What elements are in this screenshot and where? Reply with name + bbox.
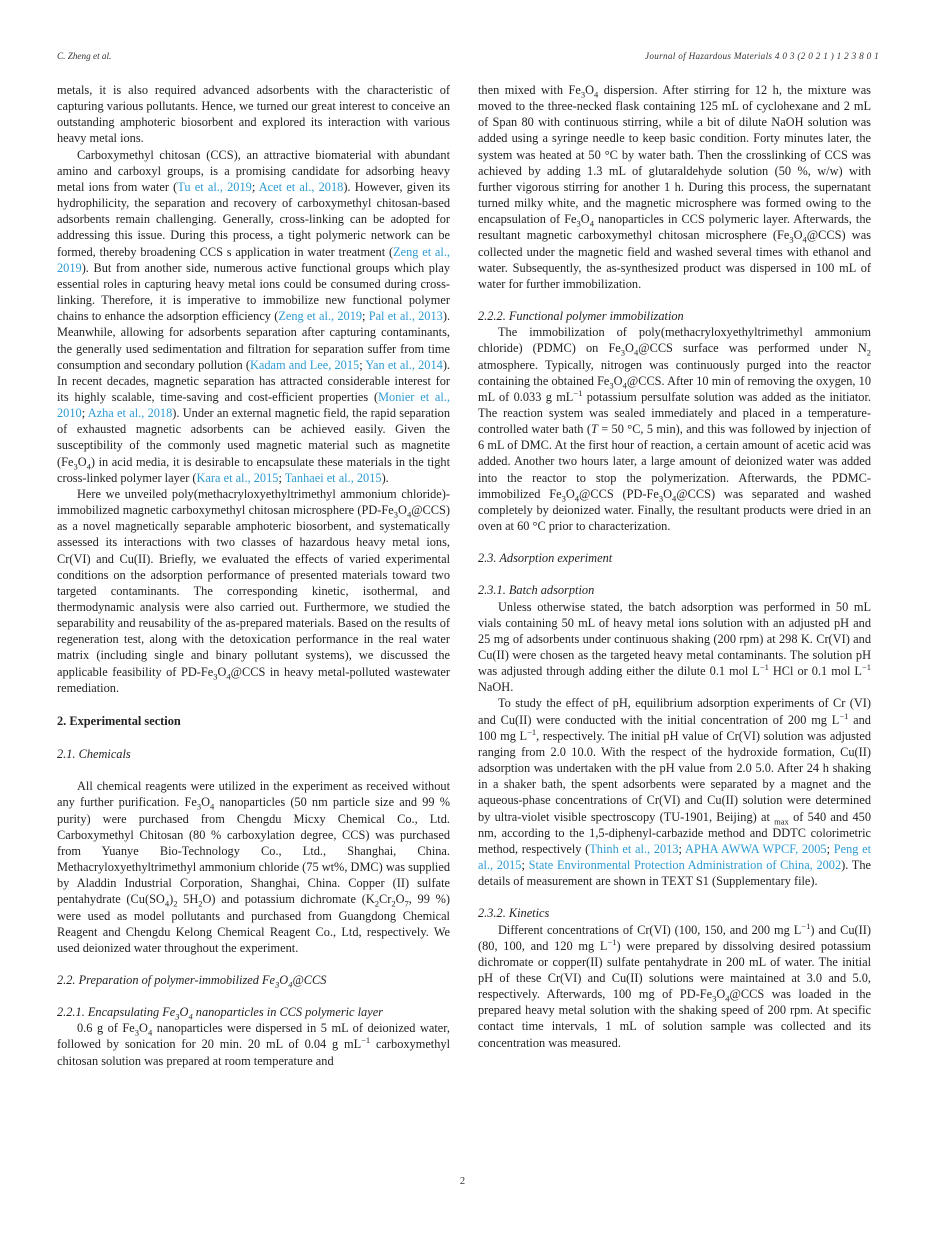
subscript: 3: [134, 1027, 140, 1038]
subscript: 3: [561, 493, 566, 504]
text: @CCS) as a novel magnetically separable amphoteric biosorbent, and systematically assessed its interactions with two classes of hazardous heavy metal ions, Cr(VI) and Cu(II). Briefly, we evaluated the effects of varied experimental conditions on the adsorption performance of presented materials toward two targeted contaminants. The corresponding kinetic, isothermal, and thermodynamic analysis were also carried out. Furthermore, we studied the separability and reusability of the as-prepared materials. Based on the results of regeneration test, along with the detoxication performance in the real water matrix (including single and binary pollutant systems), we discussed the applicable feasibility of PD-Fe: [57, 503, 450, 679]
text: The immobilization of poly(methacryloxyethyltrimethyl ammonium chloride) (PDMC) on Fe: [478, 325, 871, 356]
superscript: −1: [607, 936, 617, 947]
subsubsection-heading-functional-polymer: 2.2.2. Functional polymer immobilization: [478, 309, 684, 324]
paragraph-kinetics: [478, 922, 871, 1051]
text: O) and potassium dichromate (K: [202, 892, 375, 907]
running-header-authors: C. Zheng et al.: [57, 51, 112, 61]
text: @CCS) was collected under the magnetic field and washed several times with ethanol and water. Subsequently, the as-synthesized product was dispersed in 100 mL of water for further immobilization.: [478, 228, 872, 291]
text: of 540 and 450 nm, according to the 1,5-diphenyl-carbazide method and DDTC colorimetric method, respectively (: [478, 809, 871, 856]
subscript: 4: [672, 493, 677, 504]
text: ;: [826, 841, 834, 856]
right-column: [478, 82, 871, 1051]
subscript: 4: [210, 801, 215, 812]
text: Unless otherwise stated, the batch adsorption was performed in 50 mL vials containing 50 mL of heavy metal ions solution with an adjusted pH and 25 mg of adsorbents under continuous shaking (200 rpm) at 298 K. Cr(VI) and Cu(II) were chosen as the targeted heavy metal contaminants. The solution pH was adjusted through adding either the dilute 0.1 mol L: [478, 599, 871, 679]
text: O: [279, 972, 289, 987]
superscript: −1: [573, 387, 583, 398]
subscript: 4: [589, 218, 594, 229]
text: ;: [678, 841, 685, 856]
subscript: 4: [226, 671, 231, 682]
subscript: 3: [620, 347, 626, 358]
text: @CCS) was separated and washed completely by deionized water. Finally, the resultant products were dried in an oven at 60 °C prior to characterization.: [478, 486, 872, 534]
citation-link[interactable]: Azha et al., 2018: [87, 406, 173, 421]
citation-link[interactable]: APHA AWWA WPCF, 2005: [684, 841, 827, 856]
subscript: 2: [866, 347, 871, 358]
subscript: 3: [712, 993, 717, 1004]
text: NaOH.: [478, 680, 514, 695]
superscript: −1: [861, 662, 871, 673]
page-number: 2: [459, 1176, 466, 1187]
text: O: [663, 486, 673, 501]
subscript: 3: [196, 801, 202, 812]
section-heading-experimental: 2. Experimental section: [57, 713, 181, 728]
text: ;: [81, 406, 88, 421]
superscript: −1: [361, 1035, 371, 1046]
text: and 100 mg L: [478, 712, 871, 743]
subscript: 2: [391, 898, 396, 909]
text: ) were prepared by dissolving desired potassium dichromate or copper(II) sulfate pentahydrate in 200 mL of water. The initial pH of these Cr(VI) and Cu(II) solutions were maintained at 3.0 and 5.0, respectively. Afterwards, 100 mg of PD-Fe: [478, 938, 871, 1002]
text: ) and Cu(II) (80, 100, and 120 mg L: [478, 922, 872, 953]
subscript: 2: [198, 898, 203, 909]
subscript: 4: [622, 380, 627, 391]
text: O: [201, 795, 210, 810]
text: O: [580, 212, 590, 227]
text: nanoparticles were dispersed in 5 mL of deionized water, followed by sonication for 20 min. 20 mL of 0.04 g mL: [57, 1021, 450, 1052]
citation-link[interactable]: Kadam and Lee, 2015: [249, 357, 360, 372]
subscript: 3: [275, 979, 280, 990]
text: O: [398, 503, 407, 518]
subscript: 4: [164, 898, 170, 909]
paragraph-encapsulating-continued: [478, 82, 871, 292]
subscript: 4: [288, 979, 293, 990]
citation-link[interactable]: Acet et al., 2018: [258, 179, 344, 194]
subscript: 3: [175, 1011, 180, 1022]
text: @CCS was loaded in the prepared heavy metal solution with the shaking speed of 200 rpm. At specific contact time intervals, 1 mL of solution sample was collected and its concentration was measured.: [478, 987, 871, 1050]
text: @CCS: [292, 972, 327, 987]
text: potassium persulfate solution was added as the initiator. The reaction system was sealed immediately and placed in a temperature-controlled water bath (: [478, 389, 871, 437]
subscript: 3: [609, 380, 614, 391]
subscript: 4: [574, 493, 579, 504]
text: ;: [251, 179, 259, 194]
text: carboxymethyl chitosan solution was prepared at room temperature and: [57, 1037, 451, 1068]
paragraph-encapsulating: [57, 1020, 450, 1068]
subscript: 4: [593, 89, 599, 100]
subscript: 4: [725, 993, 730, 1004]
subscript: 4: [188, 1011, 193, 1022]
text: @CCS in heavy metal-polluted wastewater remediation.: [57, 664, 450, 695]
text: ). Under an external magnetic field, the rapid separation of exhausted magnetic adsorbents can be achieved easily. Given the susceptibility of the commonly used magnetic material such as magnetite (Fe: [57, 406, 451, 469]
subscript: 4: [406, 509, 412, 520]
citation-link[interactable]: Zeng et al., 2019: [57, 244, 450, 275]
text: O: [217, 664, 227, 679]
subscript: 3: [789, 234, 794, 245]
text: metals, it is also required advanced adsorbents with the characteristic of capturing various pollutants. Hence, we turned our great interest to conceive an outstanding amphoteric biosorbent and explored its interaction with various heavy metal ions.: [57, 83, 450, 146]
text: O: [585, 83, 594, 97]
subscript: 3: [580, 89, 586, 100]
subsubsection-heading-encapsulating: [57, 1004, 450, 1020]
text: @CCS surface was performed under N: [638, 341, 867, 356]
subsubsection-heading-kinetics: 2.3.2. Kinetics: [478, 906, 550, 921]
text: T: [590, 422, 598, 437]
paragraph-batch: [478, 599, 871, 696]
citation-link[interactable]: Tanhaei et al., 2015: [284, 470, 382, 485]
text: O: [565, 486, 575, 501]
left-column: [57, 82, 450, 1069]
subscript: max: [774, 816, 789, 827]
subscript: 7: [404, 898, 409, 909]
text: Cr: [378, 892, 392, 907]
text: 5H: [177, 892, 199, 907]
superscript: −1: [527, 726, 537, 737]
text: ;: [278, 470, 285, 485]
subsection-heading-adsorption: 2.3. Adsorption experiment: [478, 551, 613, 566]
subscript: 3: [213, 671, 218, 682]
subsection-heading-chemicals: 2.1. Chemicals: [57, 747, 131, 762]
subscript: 2: [374, 898, 379, 909]
text: ). However, given its hydrophilicity, the separation and recovery of carboxymethyl chitosan-based adsorbents remain challenging. Generally, cross-linking can be adopted for addressing this issue. During this process, a tight polymeric network can be formed, thereby broadening CCS s application in water treatment (: [57, 179, 450, 259]
text: Carboxymethyl chitosan (CCS), an attractive biomaterial with abundant amino and carboxyl groups, is a promising candidate for adsorbing heavy metal ions from water (: [57, 147, 450, 194]
paragraph-overview: [57, 486, 450, 696]
text: Here we unveiled poly(methacryloxyethyltrimethyl ammonium chloride)-immobilized magnetic carboxymethyl chitosan microsphere (PD-Fe: [57, 486, 450, 518]
subscript: 4: [802, 234, 807, 245]
running-header-journal: Journal of Hazardous Materials 4 0 3 (2 0 2 1 ) 1 2 3 8 0 1: [644, 51, 879, 61]
paragraph-ccs: [57, 147, 450, 486]
citation-link[interactable]: Yan et al., 2014: [365, 357, 443, 372]
text: ).: [381, 470, 389, 485]
text: ;: [359, 357, 366, 372]
text: O: [716, 987, 726, 1002]
subscript: 3: [393, 509, 399, 520]
subscript: 3: [658, 493, 664, 504]
text: O: [395, 892, 405, 907]
citation-link[interactable]: Thinh et al., 2013: [589, 841, 679, 856]
superscript: −1: [839, 710, 849, 721]
subscript: 3: [576, 218, 581, 229]
text: 2.2.1. Encapsulating Fe: [57, 1005, 176, 1020]
text: To study the effect of pH, equilibrium adsorption experiments of Cr (VI) and Cu(II) were conducted with the initial concentration of 200 mg L: [478, 696, 871, 727]
text: O: [179, 1005, 189, 1020]
text: @CCS. After 10 min of removing the oxygen, 10 mL of 0.033 g mL: [478, 373, 871, 404]
text: nanoparticles in CCS polymeric layer: [192, 1005, 383, 1020]
text: O: [625, 341, 634, 356]
subsubsection-heading-batch: 2.3.1. Batch adsorption: [478, 583, 595, 598]
citation-link[interactable]: State Environmental Protection Administration of China, 2002: [528, 858, 842, 873]
text: ;: [521, 858, 529, 873]
text: 2.2. Preparation of polymer-immobilized Fe: [57, 972, 276, 987]
text: Different concentrations of Cr(VI) (100, 150, and 200 mg L: [498, 922, 802, 937]
citation-link[interactable]: Pal et al., 2013: [368, 309, 443, 324]
text: O: [613, 373, 623, 388]
text: ;: [362, 309, 369, 324]
text: O: [793, 228, 803, 243]
text: , respectively. The initial pH value of Cr(VI) solution was adjusted ranging from 2.0 10.0. With the respect of the hydroxide formation, Cu(II) adsorption was undertaken with the pH value from 2.0 5.0. After 24 h shaking in a shaker bath, the spent adsorbents were separated by a magnet and the aqueous-phase concentrations of Cr(VI) and Cu(II) solution were determined by ultra-violet visible spectroscopy (TU-1901, Beijing) at: [478, 728, 871, 824]
text: O: [139, 1021, 148, 1036]
text: ) in acid media, it is desirable to encapsulate these materials in the tight cross-linked polymer layer (: [57, 454, 450, 485]
superscript: −1: [801, 920, 811, 931]
text: ). Meanwhile, allowing for adsorbents separation after capturing contaminants, the generally used sedimentation and filtration for separation suffer from time consumption and secondary pollution (: [57, 309, 451, 372]
subsection-heading-preparation: [57, 972, 450, 988]
text: atmosphere. Typically, nitrogen was continuously purged into the reactor containing the obtained Fe: [478, 357, 871, 388]
text: dispersion. After stirring for 12 h, the mixture was moved to the three-necked flask containing 125 mL of cyclohexane and 2 mL of Span 80 with continuous stirring, while a bit of dilute NaOH solution was added using a syringe needle to keep basic condition. Forty minutes later, the system was heated at 50 °C by water bath. Then the crosslinking of CCS was achieved by adding 1.3 mL of glutaraldehyde solution (50 %, w/w) with further vigorous stirring for another 1 h. During this process, the supernatant turned milky white, and the magnetic microsphere was formed owing to the encapsulation of Fe: [478, 83, 871, 227]
citation-link[interactable]: Peng et al., 2015: [478, 841, 872, 873]
citation-link[interactable]: Kara et al., 2015: [196, 470, 279, 485]
paragraph-functional-polymer: [478, 324, 871, 534]
paragraph-chemicals: All chemical reagents were utilized in the experiment as received without any further purification. $Fe_3O_4$ nanoparticles (50 nm particle size and 99 % purity) were purchased from Chengdu Micxy Chemical Co., Ltd. Carboxymethyl Chitosan (80 % carboxylation degree, CCS) was purchased from Yuanye Bio-Technology Co., Ltd., Shanghai, China. Methacryloxyethyltrimethyl ammonium chloride (75 wt%, DMC) was supplied by Aladdin Industrial Corporation, Shanghai, China. Copper (II) sulfate pentahydrate ($Cu(SO_4)_2$ $5H_2O$) and potassium dichromate ($K_2Cr_2O_7$, 99 %) were used as model pollutants and purchased from Guangdong Chemical Reagent and Chengdu Kelong Chemical Reagent Co., Ltd, respectively. We used deionized water throughout the experiment.: [57, 779, 450, 955]
text: @CCS (PD-Fe: [578, 486, 659, 501]
subscript: 4: [86, 461, 91, 472]
text: nanoparticles in CCS polymeric layer. Afterwards, the resultant magnetic carboxymethyl chitosan microsphere (Fe: [478, 212, 871, 243]
subscript: 4: [633, 347, 639, 358]
text: ). In recent decades, magnetic separation has attracted considerable interest for its highly scalable, time-saving and cost-efficient properties (: [57, 357, 451, 404]
subscript: 3: [73, 461, 78, 472]
citation-link[interactable]: Monier et al., 2010: [57, 389, 450, 421]
text: = 50 °C, 5 min), and this was followed by injection of 6 mL of DMC. At the first hour of reaction, a certain amount of acetic acid was added. Another two hours later, a large amount of deionized water was added into the reactor to stop the polymerization. Afterwards, the PDMC-immobilized Fe: [478, 422, 872, 501]
subscript: 4: [147, 1027, 153, 1038]
paragraph-ph-effect: [478, 695, 871, 889]
paragraph-intro-continued: [57, 82, 450, 147]
text: ). But from another side, numerous active functional groups which play essential roles in capturing heavy metal ions could be consumed during cross-linking. Therefore, it is imperative to immobilize new functional polymer chains to enhance the adsorption efficiency (: [57, 260, 450, 324]
citation-link[interactable]: Zeng et al., 2019: [278, 309, 363, 324]
text: O: [77, 454, 87, 469]
text: then mixed with Fe: [478, 83, 581, 97]
citation-link[interactable]: Tu et al., 2019: [177, 179, 252, 194]
text: ). The details of measurement are shown in TEXT S1 (Supplementary file).: [478, 858, 871, 889]
subscript: 2: [173, 898, 178, 909]
text: nanoparticles (50 nm particle size and 99 % purity) were purchased from Chengdu Micxy Chemical Co., Ltd. Carboxymethyl Chitosan (80 % carboxylation degree, CCS) was purchased from Yuanye Bio-Technology Co., Ltd., Shanghai, China. Methacryloxyethyltrimethyl ammonium chloride (75 wt%, DMC) was supplied by Aladdin Industrial Corporation, Shanghai, China. Copper (II) sulfate pentahydrate (Cu(SO: [57, 795, 450, 907]
superscript: −1: [759, 662, 769, 673]
text: All chemical reagents were utilized in the experiment as received without any further purification. Fe: [57, 779, 450, 810]
text: 0.6 g of Fe: [77, 1021, 135, 1036]
text: , 99 %) were used as model pollutants and purchased from Guangdong Chemical Reagent and Chengdu Kelong Chemical Reagent Co., Ltd, respectively. We used deionized water throughout the experiment.: [57, 892, 450, 955]
text: HCl or 0.1 mol L: [768, 664, 862, 679]
